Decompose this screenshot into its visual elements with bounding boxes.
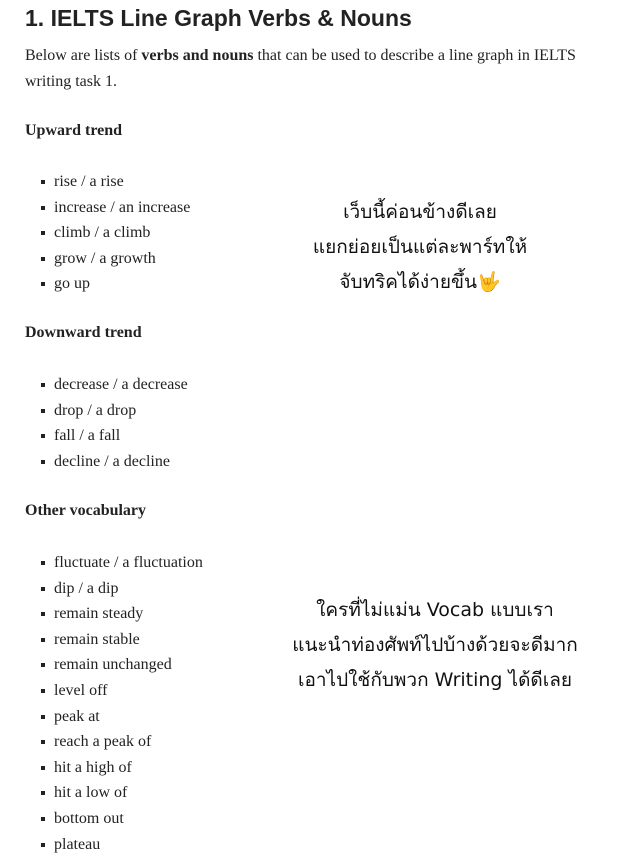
list-item: fluctuate / a fluctuation <box>25 550 203 576</box>
list-item: climb / a climb <box>25 220 190 246</box>
heading-upward-trend: Upward trend <box>25 122 123 139</box>
upward-trend-list <box>25 169 190 297</box>
note-line: เว็บนี้ค่อนข้างดีเลย <box>343 201 497 223</box>
list-item: drop / a drop <box>25 398 188 424</box>
note-line: ใครที่ไม่แม่น Vocab แบบเรา <box>316 599 554 621</box>
list-item: grow / a growth <box>25 246 190 272</box>
intro-text: Below are lists of <box>25 47 142 64</box>
list-item: remain steady <box>25 601 203 627</box>
handwritten-note-2 <box>255 593 615 698</box>
handwritten-note-1 <box>270 195 570 300</box>
list-item: rise / a rise <box>25 169 190 195</box>
note-line: เอาไปใช้กับพวก Writing ได้ดีเลย <box>297 669 573 691</box>
list-item: decline / a decline <box>25 449 188 475</box>
note-line: จับทริคได้ง่ายขึ้น🤟 <box>339 271 501 293</box>
intro-bold: verbs and nouns <box>141 47 254 64</box>
heading-other-vocabulary: Other vocabulary <box>25 502 147 519</box>
list-item: plateau <box>25 832 203 857</box>
list-item: remain unchanged <box>25 652 203 678</box>
list-item: go up <box>25 271 190 297</box>
note-line: แยกย่อยเป็นแต่ละพาร์ทให้ <box>312 236 528 258</box>
list-item: reach a peak of <box>25 729 203 755</box>
list-item: increase / an increase <box>25 195 190 221</box>
intro-paragraph <box>25 43 605 95</box>
list-item: bottom out <box>25 806 203 832</box>
list-item: hit a high of <box>25 755 203 781</box>
list-item: decrease / a decrease <box>25 372 188 398</box>
list-item: remain stable <box>25 627 203 653</box>
list-item: level off <box>25 678 203 704</box>
downward-trend-list <box>25 372 188 474</box>
list-item: peak at <box>25 704 203 730</box>
intro-text-end: that can be used to describe a line graph in IELTS writing task 1. <box>25 47 576 90</box>
heading-downward-trend: Downward trend <box>25 324 142 341</box>
list-item: fall / a fall <box>25 423 188 449</box>
page-title: 1. IELTS Line Graph Verbs & Nouns <box>25 5 412 31</box>
list-item: dip / a dip <box>25 576 203 602</box>
note-line: แนะนำท่องศัพท์ไปบ้างด้วยจะดีมาก <box>292 634 578 656</box>
other-vocabulary-list <box>25 550 203 857</box>
list-item: hit a low of <box>25 780 203 806</box>
